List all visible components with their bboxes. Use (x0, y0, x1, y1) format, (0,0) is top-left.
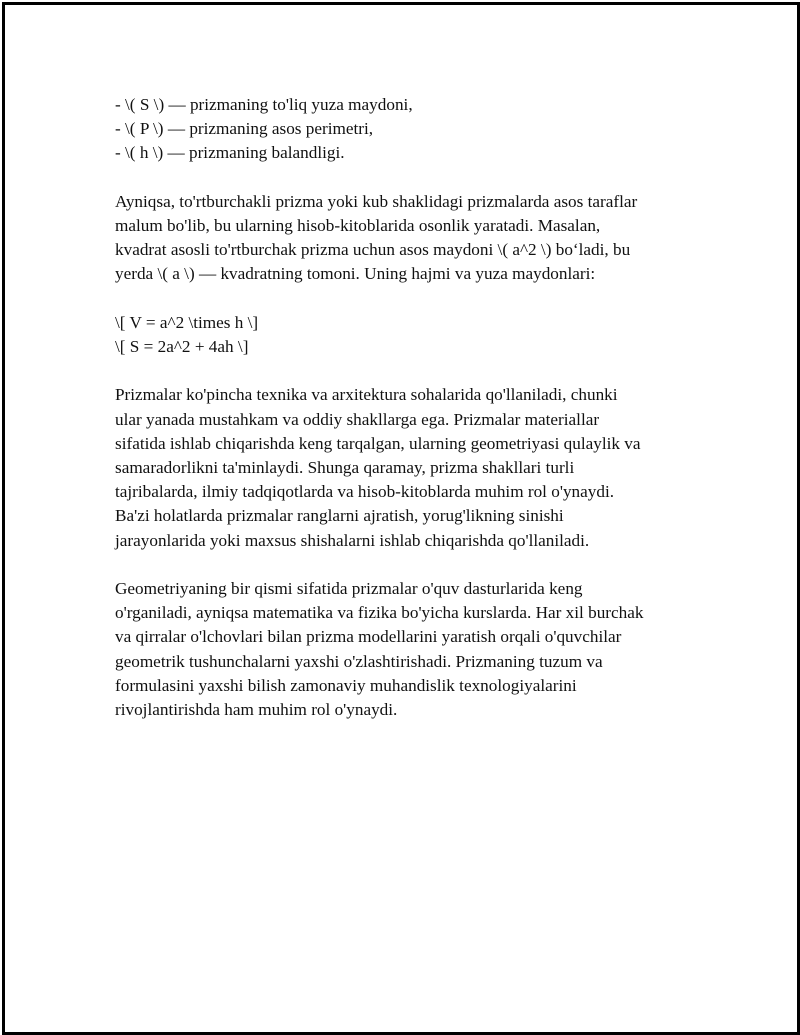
paragraph-line: Geometriyaning bir qismi sifatida prizmalar o'quv dasturlarida keng (115, 579, 583, 598)
definitions-list (115, 93, 695, 166)
paragraph-line: samaradorlikni ta'minlaydi. Shunga qaramay, prizma shakllari turli (115, 458, 575, 477)
definition-line: - \( P \) — prizmaning asos perimetri, (115, 119, 374, 139)
paragraph-line: malum bo'lib, bu ularning hisob-kitoblarida osonlik yaratadi. Masalan, (115, 216, 601, 235)
paragraph-line: ular yanada mustahkam va oddiy shakllarga ega. Prizmalar materiallar (115, 409, 600, 429)
surface-area-formula: \[ S = 2a^2 + 4ah \] (115, 337, 249, 356)
paragraph-line: o'rganiladi, ayniqsa matematika va fizika bo'yicha kurslarda. Har xil burchak (115, 603, 644, 623)
paragraph-line: rivojlantirishda ham muhim rol o'ynaydi. (115, 700, 398, 720)
paragraph-square-prism (115, 190, 695, 287)
definition-line: - \( S \) — prizmaning to'liq yuza maydoni, (115, 95, 413, 114)
paragraph-line: sifatida ishlab chiqarishda keng tarqalgan, ularning geometriyasi qulaylik va (115, 433, 641, 453)
paragraph-line: Ba'zi holatlarda prizmalar ranglarni ajratish, yorug'likning sinishi (115, 506, 564, 526)
paragraph-line: tajribalarda, ilmiy tadqiqotlarda va hisob-kitoblarda muhim rol o'ynaydi. (115, 482, 615, 502)
paragraph-line: formulasini yaxshi bilish zamonaviy muhandislik texnologiyalarini (115, 675, 577, 695)
formula-block (115, 311, 695, 359)
paragraph-education (115, 577, 695, 722)
paragraph-line: jarayonlarida yoki maxsus shishalarni ishlab chiqarishda qo'llaniladi. (115, 530, 590, 550)
definition-line: - \( h \) — prizmaning balandligi. (115, 143, 345, 163)
document-body (115, 93, 695, 746)
paragraph-line: Ayniqsa, to'rtburchakli prizma yoki kub shaklidagi prizmalarda asos taraflar (115, 191, 638, 211)
paragraph-applications (115, 383, 695, 552)
paragraph-line: yerda \( a \) — kvadratning tomoni. Uning hajmi va yuza maydonlari: (115, 264, 596, 284)
paragraph-line: Prizmalar ko'pincha texnika va arxitektura sohalarida qo'llaniladi, chunki (115, 385, 618, 405)
volume-formula: \[ V = a^2 \times h \] (115, 312, 259, 332)
paragraph-line: geometrik tushunchalarni yaxshi o'zlashtirishadi. Prizmaning tuzum va (115, 651, 603, 671)
paragraph-line: kvadrat asosli to'rtburchak prizma uchun asos maydoni \( a^2 \) bo‘ladi, bu (115, 240, 631, 260)
paragraph-line: va qirralar o'lchovlari bilan prizma modellarini yaratish orqali o'quvchilar (115, 627, 622, 647)
